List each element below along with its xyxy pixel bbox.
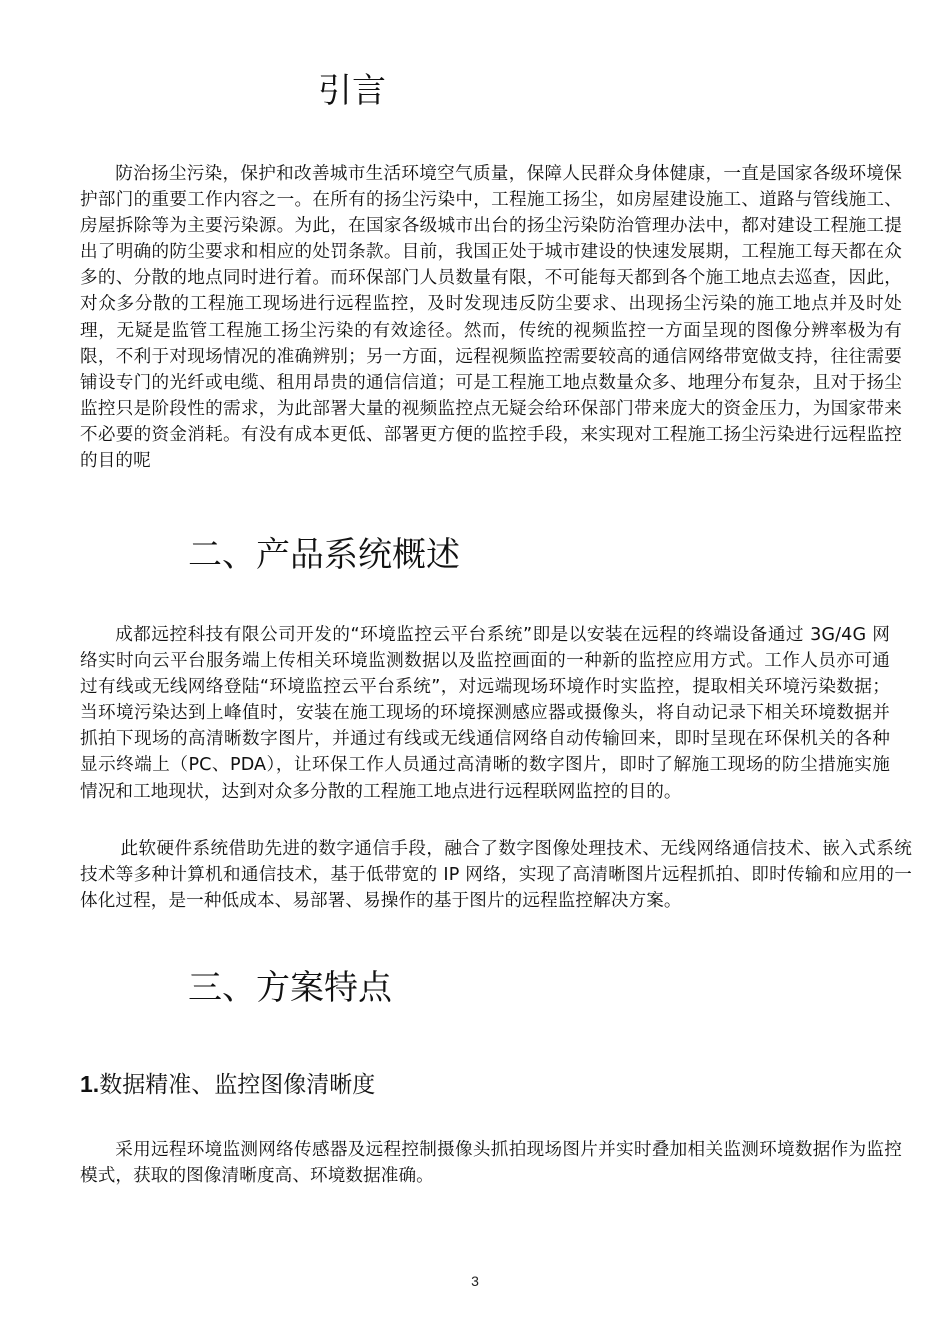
section3-heading: 三、方案特点: [188, 968, 392, 1008]
subsection1-heading: [80, 1066, 375, 1103]
subsection1-paragraph: 采用远程环境监测网络传感器及远程控制摄像头抓拍现场图片并实时叠加相关监测环境数据作为监控模式，获取的图像清晰度高、环境数据准确。: [80, 1140, 902, 1187]
subsection1-title: 数据精准、监控图像清晰度: [99, 1072, 376, 1098]
subsection1-number: 1.: [80, 1071, 100, 1097]
section2-heading: 二、产品系统概述: [188, 535, 460, 575]
intro-heading: 引言: [318, 71, 386, 111]
page-number: 3: [471, 1273, 479, 1289]
section2-paragraph-2: 此软硬件系统借助先进的数字通信手段，融合了数字图像处理技术、无线网络通信技术、嵌入式系统技术等多种计算机和通信技术，基于低带宽的 IP 网络，实现了高清晰图片远程抓拍、即时传输和应用的一体化过程，是一种低成本、易部署、易操作的基于图片的远程监控解决方案。: [80, 839, 912, 912]
section2-paragraph-1: 成都远控科技有限公司开发的“环境监控云平台系统”即是以安装在远程的终端设备通过 3G/4G 网络实时向云平台服务端上传相关环境监测数据以及监控画面的一种新的监控应用方式。工作人员亦可通过有线或无线网络登陆“环境监控云平台系统”，对远端现场环境作时实监控，提取相关环境污染数据；当环境污染达到上峰值时，安装在施工现场的环境探测感应器或摄像头，将自动记录下相关环境数据并抓拍下现场的高清晰数字图片，并通过有线或无线通信网络自动传输回来，即时呈现在环保机关的各种显示终端上（PC、PDA），让环保工作人员通过高清晰的数字图片，即时了解施工现场的防尘措施实施情况和工地现状，达到对众多分散的工程施工地点进行远程联网监控的目的。: [80, 625, 890, 802]
intro-paragraph: 防治扬尘污染，保护和改善城市生活环境空气质量，保障人民群众身体健康，一直是国家各级环境保护部门的重要工作内容之一。在所有的扬尘污染中，工程施工扬尘，如房屋建设施工、道路与管线施工、房屋拆除等为主要污染源。为此，在国家各级城市出台的扬尘污染防治管理办法中，都对建设工程施工提出了明确的防尘要求和相应的处罚条款。目前，我国正处于城市建设的快速发展期，工程施工每天都在众多的、分散的地点同时进行着。而环保部门人员数量有限，不可能每天都到各个施工地点去巡查，因此，对众多分散的工程施工现场进行远程监控，及时发现违反防尘要求、出现扬尘污染的施工地点并及时处理，无疑是监管工程施工扬尘污染的有效途径。然而，传统的视频监控一方面呈现的图像分辨率极为有限，不利于对现场情况的准确辨别；另一方面，远程视频监控需要较高的通信网络带宽做支持，往往需要铺设专门的光纤或电缆、租用昂贵的通信信道；可是工程施工地点数量众多、地理分布复杂，且对于扬尘监控只是阶段性的需求，为此部署大量的视频监控点无疑会给环保部门带来庞大的资金压力，为国家带来不必要的资金消耗。有没有成本更低、部署更方便的监控手段，来实现对工程施工扬尘污染进行远程监控的目的呢: [80, 164, 902, 472]
